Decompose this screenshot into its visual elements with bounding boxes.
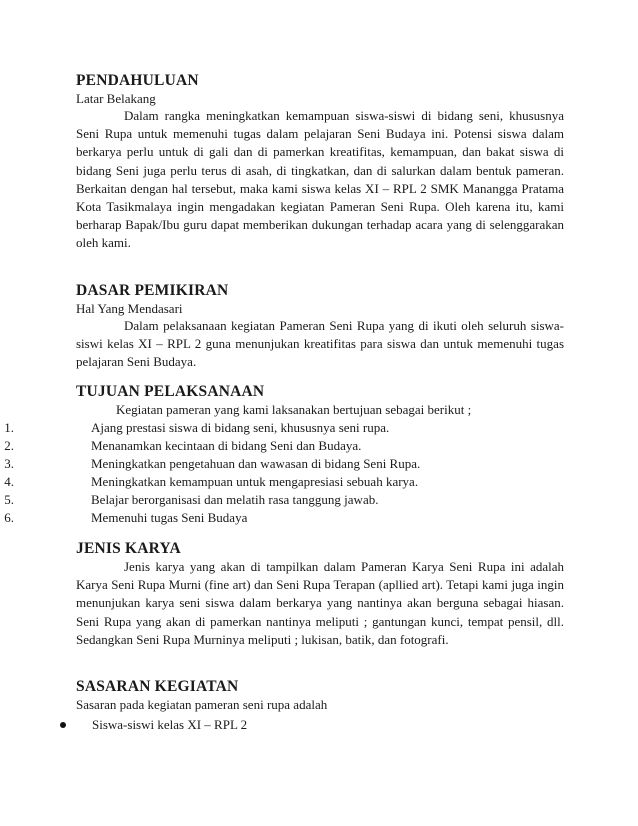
list-item [4,509,564,527]
section-jenis-karya [76,540,564,649]
list-number: 4. [4,474,14,490]
list-number: 1. [4,420,14,436]
paragraph-dasar-pemikiran: Dalam pelaksanaan kegiatan Pameran Seni Rupa yang di ikuti oleh seluruh siswa-siswi kelas XI – RPL 2 guna menunjukan kreatifitas para siswa dan untuk memenuhi tugas pelajaran Seni Budaya. [76,318,564,370]
list-number: 3. [4,456,14,472]
heading-dasar-pemikiran: DASAR PEMIKIRAN [76,282,229,299]
heading-jenis-karya: JENIS KARYA [76,540,181,557]
list-text: Belajar berorganisasi dan melatih rasa tanggung jawab. [91,492,379,508]
list-text: Memenuhi tugas Seni Budaya [91,510,248,526]
subheading-hal-yang-mendasari: Hal Yang Mendasari [76,301,183,316]
tujuan-intro: Kegiatan pameran yang kami laksanakan bertujuan sebagai berikut ; [116,402,472,417]
list-item [4,473,564,491]
list-number: 6. [4,510,14,526]
list-number: 5. [4,492,14,508]
bullet-text: Siswa-siswi kelas XI – RPL 2 [92,717,248,732]
tujuan-list [4,419,564,527]
list-item [4,419,564,437]
bullet-icon [60,722,66,728]
sasaran-bullet-item [60,716,247,734]
section-tujuan-pelaksanaan [4,383,564,527]
paragraph-jenis-karya: Jenis karya yang akan di tampilkan dalam Pameran Karya Seni Rupa ini adalah Karya Seni Rupa Murni (fine art) dan Seni Rupa Terapan (apllied art). Tetapi kami juga ingin menunjukan karya seni siswa dalam berkarya yang nantinya akan berguna sebagai hiasan. Seni Rupa yang akan di pamerkan nantinya meliputi ; gantungan kunci, tempat pensil, dll. Sedangkan Seni Rupa Murninya meliputi ; lukisan, batik, dan fotografi. [76,559,564,647]
subheading-latar-belakang: Latar Belakang [76,91,156,106]
section-dasar-pemikiran [76,282,564,372]
section-pendahuluan [76,72,564,253]
heading-tujuan-pelaksanaan: TUJUAN PELAKSANAAN [76,383,265,400]
list-text: Meningkatkan kemampuan untuk mengapresiasi sebuah karya. [91,474,419,490]
list-text: Menanamkan kecintaan di bidang Seni dan Budaya. [91,438,362,454]
section-sasaran-kegiatan [76,678,564,714]
sasaran-intro: Sasaran pada kegiatan pameran seni rupa adalah [76,697,328,712]
paragraph-latar-belakang: Dalam rangka meningkatkan kemampuan siswa-siswi di bidang seni, khususnya Seni Rupa untuk memenuhi tugas dalam pelajaran Seni Budaya ini. Potensi siswa dalam berkarya perlu untuk di gali dan di pamerkan kreatifitas, kemampuan, dan bakat siswa di bidang Seni juga perlu terus di asah, di tingkatkan, dan di salurkan dalam bentuk pameran. Berkaitan dengan hal tersebut, maka kami siswa kelas XI – RPL 2 SMK Manangga Pratama Kota Tasikmalaya ingin mengadakan kegiatan Pameran Seni Rupa. Oleh karena itu, kami berharap Bapak/Ibu guru dapat memberikan dukungan terhadap acara yang di selenggarakan oleh kami. [76,108,564,251]
list-text: Meningkatkan pengetahuan dan wawasan di bidang Seni Rupa. [91,456,421,472]
heading-sasaran-kegiatan: SASARAN KEGIATAN [76,678,239,695]
list-number: 2. [4,438,14,454]
list-item [4,437,564,455]
list-item [4,491,564,509]
heading-pendahuluan: PENDAHULUAN [76,72,199,89]
list-item [4,455,564,473]
list-text: Ajang prestasi siswa di bidang seni, khususnya seni rupa. [91,420,390,436]
